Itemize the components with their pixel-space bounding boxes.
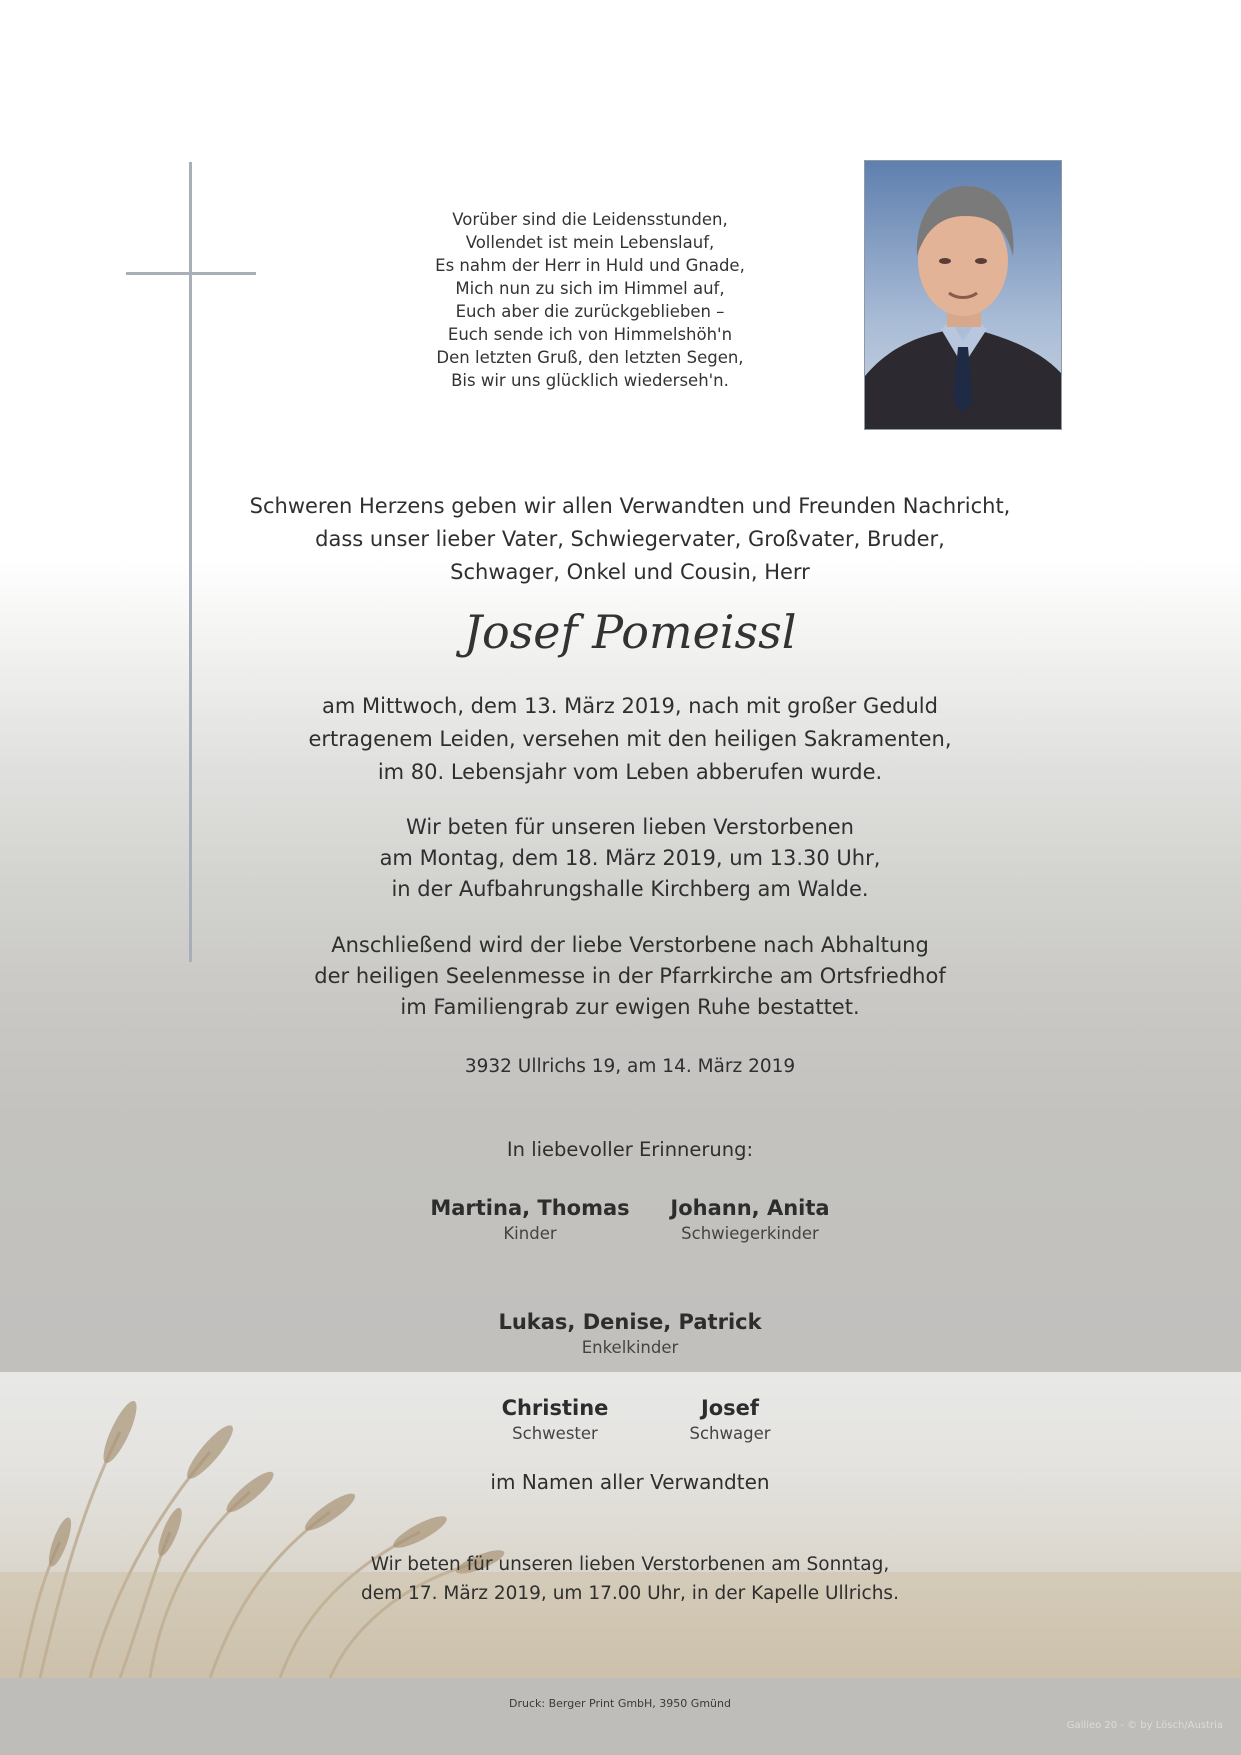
- poem-line: Vollendet ist mein Lebenslauf,: [465, 233, 715, 252]
- mourner-schwager: [655, 1394, 805, 1446]
- death-line: im 80. Lebensjahr vom Leben abberufen wurde.: [377, 760, 883, 784]
- mourner-names: Martina, Thomas: [430, 1196, 630, 1220]
- poem-line: Euch sende ich von Himmelshöh'n: [447, 325, 733, 344]
- burial-notice: [180, 930, 1080, 1023]
- death-notice: [180, 690, 1080, 789]
- mourner-relation: Schwiegerkinder: [681, 1224, 819, 1243]
- printer-credit: Druck: Berger Print GmbH, 3950 Gmünd: [509, 1697, 731, 1710]
- poem-line: Mich nun zu sich im Himmel auf,: [455, 279, 725, 298]
- poem-line: Bis wir uns glücklich wiederseh'n.: [451, 371, 729, 390]
- deceased-name: Josef Pomeissl: [463, 605, 797, 659]
- mourner-schwester: [480, 1394, 630, 1446]
- prayer-line: in der Aufbahrungshalle Kirchberg am Walde.: [391, 877, 869, 901]
- prayer-line: Wir beten für unseren lieben Verstorbenen: [406, 815, 854, 839]
- mourner-enkelkinder: [480, 1308, 780, 1360]
- mourner-names: Lukas, Denise, Patrick: [498, 1310, 762, 1334]
- intro-line: Schweren Herzens geben wir allen Verwandten und Freunden Nachricht,: [249, 494, 1011, 518]
- second-prayer-notice: [180, 1550, 1080, 1608]
- intro-line: dass unser lieber Vater, Schwiegervater, Großvater, Bruder,: [315, 527, 945, 551]
- intro-line: Schwager, Onkel und Cousin, Herr: [450, 560, 810, 584]
- burial-line: der heiligen Seelenmesse in der Pfarrkirche am Ortsfriedhof: [314, 964, 946, 988]
- mourner-relation: Enkelkinder: [581, 1338, 679, 1357]
- prayer-notice: [180, 812, 1080, 905]
- mourner-relation: Schwager: [689, 1424, 771, 1443]
- announcement-intro: [180, 490, 1080, 589]
- mourner-kinder: [420, 1194, 640, 1246]
- mourner-schwiegerkinder: [640, 1194, 860, 1246]
- cross-horizontal-bar: [126, 272, 256, 275]
- mourner-relation: Kinder: [503, 1224, 557, 1243]
- place-date: 3932 Ullrichs 19, am 14. März 2019: [464, 1056, 796, 1077]
- portrait-photo: [864, 160, 1062, 430]
- poem-line: Vorüber sind die Leidensstunden,: [452, 210, 728, 229]
- poem-line: Den letzten Gruß, den letzten Segen,: [436, 348, 744, 367]
- poem-line: Es nahm der Herr in Huld und Gnade,: [435, 256, 745, 275]
- death-line: ertragenem Leiden, versehen mit den heiligen Sakramenten,: [308, 727, 952, 751]
- template-watermark: Gallieo 20 - © by Lösch/Austria: [1066, 1720, 1223, 1731]
- footer-bar: [0, 1678, 1241, 1755]
- burial-line: Anschließend wird der liebe Verstorbene nach Abhaltung: [331, 933, 929, 957]
- burial-line: im Familiengrab zur ewigen Ruhe bestattet.: [400, 995, 860, 1019]
- second-prayer-line: dem 17. März 2019, um 17.00 Uhr, in der Kapelle Ullrichs.: [361, 1583, 899, 1604]
- poem-line: Euch aber die zurückgeblieben –: [455, 302, 725, 321]
- mourner-names: Josef: [700, 1396, 760, 1420]
- mourners-heading: In liebevoller Erinnerung:: [506, 1138, 754, 1161]
- mourner-names: Johann, Anita: [670, 1196, 830, 1220]
- mourner-relation: Schwester: [512, 1424, 598, 1443]
- portrait-illustration: [865, 161, 1061, 429]
- prayer-line: am Montag, dem 18. März 2019, um 13.30 Uhr,: [379, 846, 881, 870]
- death-line: am Mittwoch, dem 13. März 2019, nach mit großer Geduld: [322, 694, 938, 718]
- memorial-poem: [400, 208, 780, 392]
- second-prayer-line: Wir beten für unseren lieben Verstorbenen am Sonntag,: [370, 1554, 890, 1575]
- mourner-names: Christine: [501, 1396, 609, 1420]
- relatives-note: im Namen aller Verwandten: [490, 1470, 770, 1494]
